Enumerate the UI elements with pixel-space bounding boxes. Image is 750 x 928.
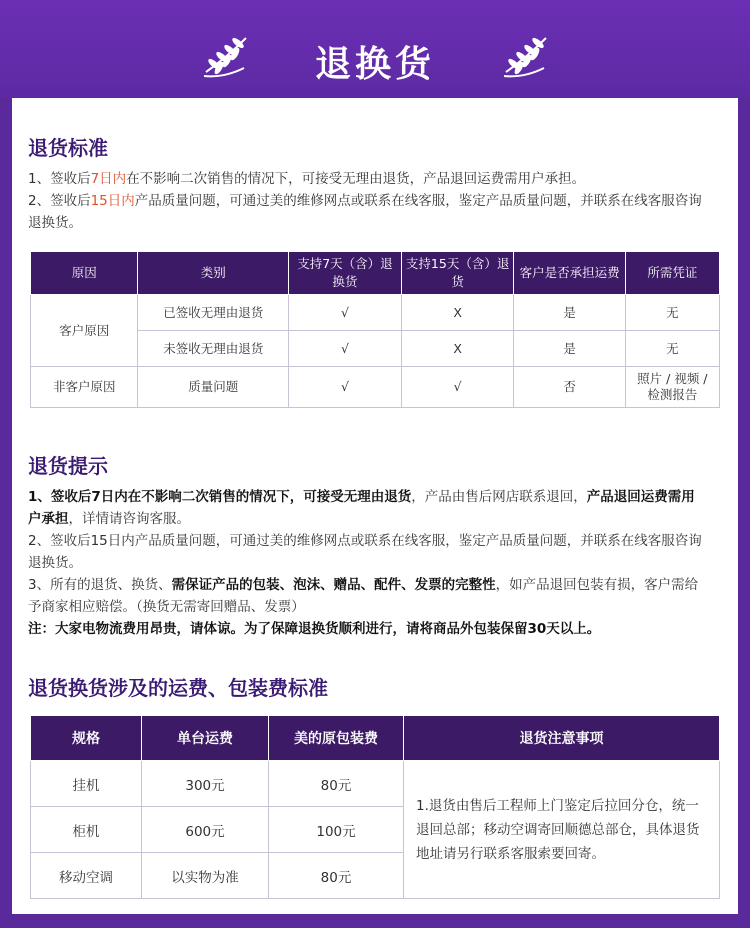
table-header-cell: 类别	[138, 252, 289, 295]
table-header-cell: 美的原包装费	[269, 716, 404, 761]
wheat-leaf-icon	[500, 28, 552, 80]
category-cell: 已签收无理由退货	[138, 295, 289, 331]
proof-cell: 无	[625, 331, 719, 367]
fee-cell: 是	[514, 295, 625, 331]
fee-standard-table	[30, 715, 720, 899]
page-title: 退换货	[314, 44, 435, 85]
return-notice-cell: 1.退货由售后工程师上门鉴定后拉回分仓，统一退回总部；移动空调寄回顺德总部仓，具体退货地址请另行联系客服索要回寄。	[404, 761, 720, 899]
table-header-cell: 单台运费	[142, 716, 269, 761]
return-tips-text	[28, 486, 708, 640]
tips-line-2: 2、签收后15日内产品质量问题，可通过美的维修网点或联系在线客服，鉴定产品质量问题，并联系在线客服咨询退换货。	[28, 533, 702, 571]
support-15day-cell: √	[401, 367, 514, 408]
table-row	[31, 761, 720, 807]
section-title-fee-standard: 退货换货涉及的运费、包装费标准	[28, 676, 328, 700]
spec-cell: 柜机	[31, 807, 142, 853]
package-fee-cell: 80元	[269, 853, 404, 899]
table-header-row	[31, 252, 720, 295]
section-title-return-tips: 退货提示	[28, 454, 108, 478]
table-header-cell: 原因	[31, 252, 138, 295]
support-7day-cell: √	[289, 295, 402, 331]
tips-line-3: 3、所有的退货、换货、需保证产品的包装、泡沫、赠品、配件、发票的完整性，如产品退回包装有损，客户需给予商家相应赔偿。（换货无需寄回赠品、发票）	[28, 577, 699, 615]
table-row	[31, 367, 720, 408]
tips-note: 注：大家电物流费用昂贵，请体谅。为了保障退换货顺利进行，请将商品外包装保留30天以上。	[28, 621, 601, 637]
return-standard-text	[28, 168, 708, 234]
package-fee-cell: 100元	[269, 807, 404, 853]
reason-cell: 客户原因	[31, 295, 138, 367]
spec-cell: 挂机	[31, 761, 142, 807]
table-header-cell: 退货注意事项	[404, 716, 720, 761]
table-header-cell: 所需凭证	[625, 252, 719, 295]
table-header-cell: 规格	[31, 716, 142, 761]
support-7day-cell: √	[289, 367, 402, 408]
table-header-row	[31, 716, 720, 761]
fee-cell: 否	[514, 367, 625, 408]
support-7day-cell: √	[289, 331, 402, 367]
tips-line-1: 1、签收后7日内在不影响二次销售的情况下，可接受无理由退货，产品由售后网店联系退回，产品退回运费需用户承担，详情请咨询客服。	[28, 489, 695, 527]
standard-line-2: 2、签收后15日内产品质量问题，可通过美的维修网点或联系在线客服，鉴定产品质量问题，并联系在线客服咨询退换货。	[28, 193, 702, 231]
standard-line-1: 1、签收后7日内在不影响二次销售的情况下，可接受无理由退货，产品退回运费需用户承担。	[28, 171, 586, 187]
reason-cell: 非客户原因	[31, 367, 138, 408]
proof-cell: 无	[625, 295, 719, 331]
fee-cell: 是	[514, 331, 625, 367]
proof-cell: 照片 / 视频 / 检测报告	[625, 367, 719, 408]
package-fee-cell: 80元	[269, 761, 404, 807]
content-panel	[12, 98, 738, 914]
category-cell: 质量问题	[138, 367, 289, 408]
spec-cell: 移动空调	[31, 853, 142, 899]
table-header-cell: 客户是否承担运费	[514, 252, 625, 295]
return-standard-table	[30, 251, 720, 408]
table-row	[31, 295, 720, 331]
support-15day-cell: X	[401, 331, 514, 367]
header-banner	[0, 0, 750, 98]
category-cell: 未签收无理由退货	[138, 331, 289, 367]
table-header-cell: 支持15天（含）退货	[401, 252, 514, 295]
section-title-return-standard: 退货标准	[28, 136, 108, 160]
table-header-cell: 支持7天（含）退换货	[289, 252, 402, 295]
freight-cell: 300元	[142, 761, 269, 807]
freight-cell: 以实物为准	[142, 853, 269, 899]
freight-cell: 600元	[142, 807, 269, 853]
support-15day-cell: X	[401, 295, 514, 331]
